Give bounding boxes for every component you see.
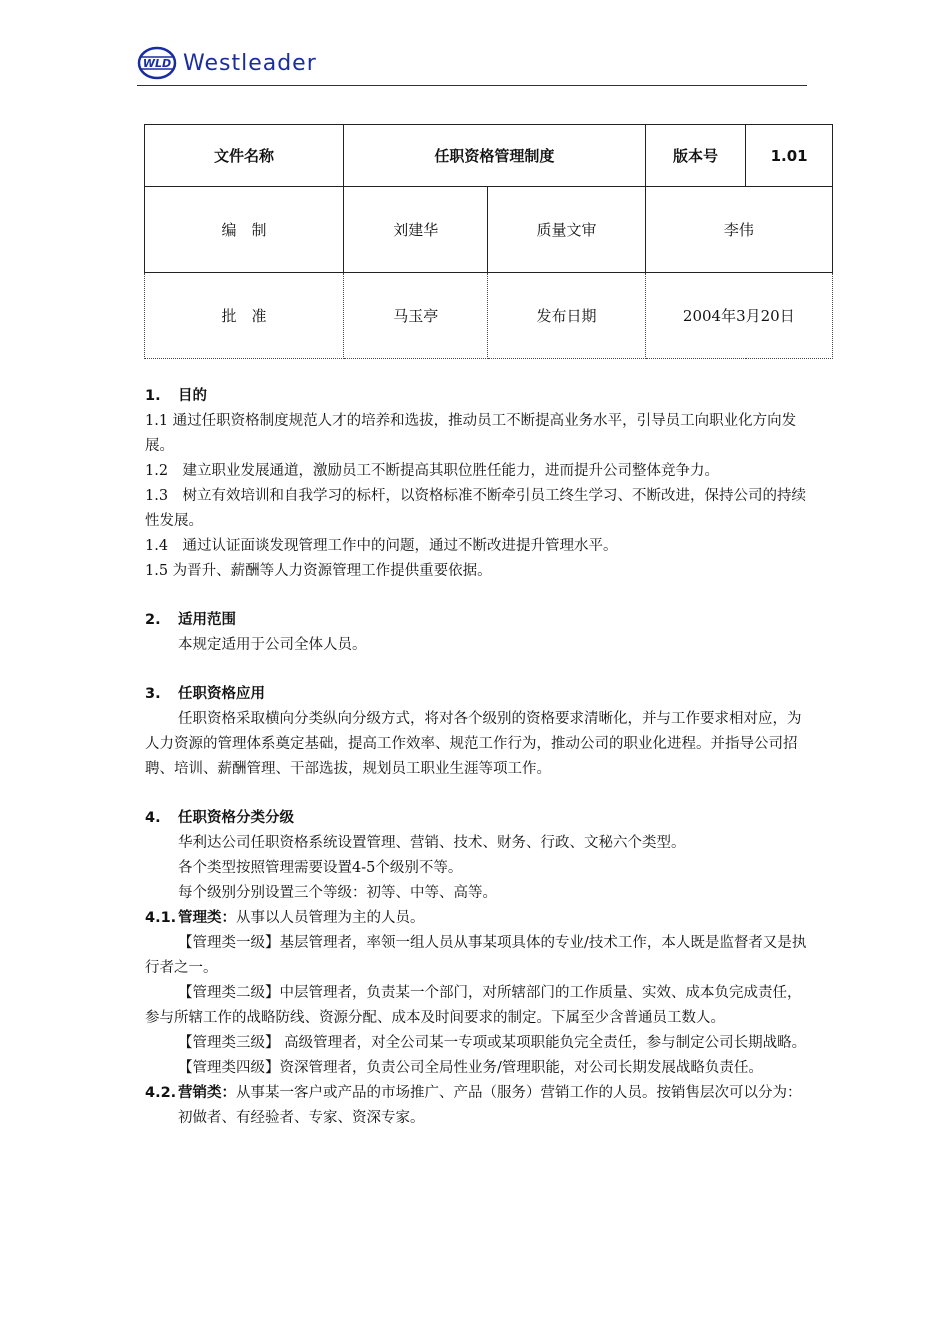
document-info-table [144, 124, 833, 359]
label-author: 编 制 [145, 187, 344, 273]
value-release-date: 2004年3月20日 [645, 273, 832, 359]
table-row [145, 125, 833, 187]
label-approver: 批 准 [145, 273, 344, 359]
section-heading: 3. 任职资格应用 [145, 686, 265, 702]
label-reviewer: 质量文审 [488, 187, 645, 273]
paragraph: 本规定适用于公司全体人员。 [178, 637, 367, 653]
paragraph: 每个级别分别设置三个等级：初等、中等、高等。 [178, 885, 497, 901]
paragraph: 1.4 通过认证面谈发现管理工作中的问题，通过不断改进提升管理水平。 [145, 538, 618, 554]
paragraph: 【管理类四级】资深管理者，负责公司全局性业务/管理职能，对公司长期发展战略负责任。 [178, 1060, 763, 1076]
header-divider [137, 85, 807, 86]
paragraph: 【管理类三级】 高级管理者，对全公司某一专项或某项职能负完全责任，参与制定公司长期战略。 [178, 1035, 807, 1051]
paragraph: 1.1 通过任职资格制度规范人才的培养和选拔，推动员工不断提高业务水平，引导员工向职业化方向发展。 [145, 413, 797, 454]
logo-text: WLD [142, 57, 172, 70]
value-author: 刘建华 [344, 187, 488, 273]
brand-name: Westleader [183, 51, 317, 76]
paragraph: 1.2 建立职业发展通道，激励员工不断提高其职位胜任能力，进而提升公司整体竞争力。 [145, 463, 720, 479]
paragraph: 【管理类二级】中层管理者，负责某一个部门，对所辖部门的工作质量、实效、成本负完成责任，参与所辖工作的战略防线、资源分配、成本及时间要求的制定。下属至少含普通员工数人。 [145, 985, 802, 1026]
value-reviewer: 李伟 [645, 187, 832, 273]
value-doc-name: 任职资格管理制度 [344, 125, 646, 187]
table-row [145, 273, 833, 359]
wld-logo-icon [137, 46, 177, 80]
paragraph: 1.3 树立有效培训和自我学习的标杆，以资格标准不断牵引员工终生学习、不断改进，保持公司的持续性发展。 [145, 488, 807, 529]
subsection-4-1: 4.1. 管理类：从事以人员管理为主的人员。 [145, 910, 425, 926]
subsection-4-2: 4.2. 营销类：从事某一客户或产品的市场推广、产品（服务）营销工作的人员。按销售层次可以分为：初做者、有经验者、专家、资深专家。 [145, 1085, 802, 1126]
document-body [145, 384, 809, 1131]
paragraph: 任职资格采取横向分类纵向分级方式，将对各个级别的资格要求清晰化，并与工作要求相对应，为人力资源的管理体系奠定基础，提高工作效率、规范工作行为，推动公司的职业化进程。并指导公司招聘、培训、薪酬管理、干部选拔，规划员工职业生涯等项工作。 [145, 711, 802, 777]
section-heading: 4. 任职资格分类分级 [145, 810, 294, 826]
section-heading: 1. 目的 [145, 388, 207, 404]
table-row [145, 187, 833, 273]
label-doc-name: 文件名称 [145, 125, 344, 187]
paragraph: 1.5 为晋升、薪酬等人力资源管理工作提供重要依据。 [145, 563, 492, 579]
page-header [137, 40, 807, 88]
label-release-date: 发布日期 [488, 273, 645, 359]
paragraph: 【管理类一级】基层管理者，率领一组人员从事某项具体的专业/技术工作，本人既是监督者又是执行者之一。 [145, 935, 807, 976]
value-version: 1.01 [746, 125, 833, 187]
value-approver: 马玉亭 [344, 273, 488, 359]
section-heading: 2. 适用范围 [145, 612, 236, 628]
paragraph: 华利达公司任职资格系统设置管理、营销、技术、财务、行政、文秘六个类型。 [178, 835, 686, 851]
label-version: 版本号 [645, 125, 746, 187]
paragraph: 各个类型按照管理需要设置4-5个级别不等。 [178, 860, 463, 876]
